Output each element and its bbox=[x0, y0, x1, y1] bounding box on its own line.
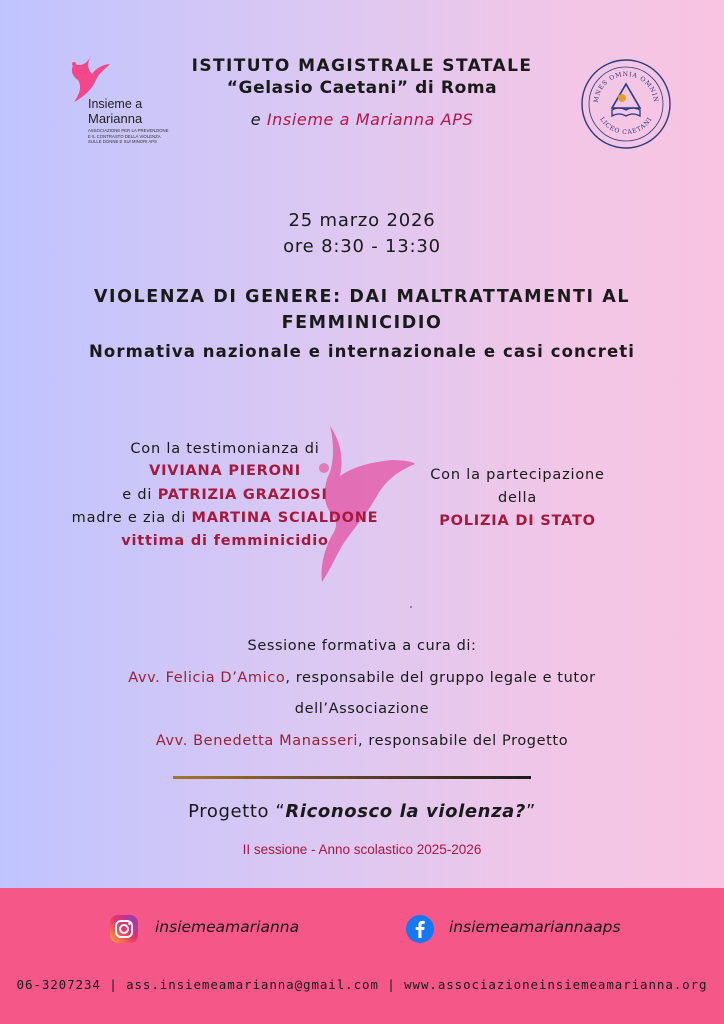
speaker-1-role-cont: dell’Associazione bbox=[294, 701, 430, 717]
speaker-2-name: Avv. Benedetta Manasseri bbox=[155, 733, 358, 749]
footer-contacts: 06-3207234 | ass.insiemeamarianna@gmail.com | www.associazioneinsiemeamarianna.org bbox=[16, 977, 708, 992]
session-intro: Sessione formativa a cura di: bbox=[247, 638, 477, 654]
victim-name: MARTINA SCIALDONE bbox=[191, 510, 379, 526]
logo-tagline: ASSOCIAZIONE PER LA PREVENZIONE E IL CONTRASTO DELLA VIOLENZA SULLE DONNE E SUI MINORI APS bbox=[88, 128, 169, 145]
testimony-person-1: VIVIANA PIERONI bbox=[149, 463, 301, 479]
instagram-handle[interactable]: insiemeamarianna bbox=[155, 918, 300, 936]
testimony-person-2: PATRIZIA GRAZIOSI bbox=[157, 487, 328, 503]
project-prefix: Progetto “ bbox=[188, 801, 286, 822]
partner-line bbox=[0, 110, 724, 129]
participation-org: POLIZIA DI STATO bbox=[439, 513, 596, 529]
speaker-2-line bbox=[0, 733, 724, 749]
small-dot bbox=[410, 606, 412, 608]
logo-text-line2: Marianna bbox=[88, 111, 143, 126]
logo-text-line1: Insieme a bbox=[88, 97, 143, 111]
partner-name: Insieme a Marianna APS bbox=[266, 110, 474, 129]
speaker-1-name: Avv. Felicia D’Amico bbox=[128, 670, 286, 686]
seal-top-text: MNES OMNIA OMNIN bbox=[592, 70, 660, 104]
project-edition: II sessione - Anno scolastico 2025-2026 bbox=[242, 842, 482, 857]
victim-note: vittima di femminicidio bbox=[121, 533, 329, 549]
event-date: 25 marzo 2026 bbox=[288, 210, 436, 231]
partner-prefix: e bbox=[250, 110, 262, 129]
school-subname: “Gelasio Caetani” di Roma bbox=[226, 78, 498, 98]
project-name: Riconosco la violenza? bbox=[285, 801, 526, 822]
participation-line2: della bbox=[497, 490, 538, 506]
event-title-line1: VIOLENZA DI GENERE: DAI MALTRATTAMENTI AL bbox=[93, 287, 631, 307]
facebook-icon[interactable] bbox=[406, 915, 434, 943]
speaker-1-role: , responsabile del gruppo legale e tutor bbox=[285, 670, 596, 686]
facebook-handle[interactable]: insiemeamariannaaps bbox=[449, 918, 621, 936]
divider-rule bbox=[173, 776, 531, 779]
speaker-1-line bbox=[0, 670, 724, 686]
relation-prefix: madre e zia di bbox=[71, 510, 187, 526]
and-prefix: e di bbox=[122, 487, 153, 503]
seal-bottom-text: LICEO CAETANI bbox=[598, 116, 654, 137]
project-suffix: ” bbox=[525, 801, 536, 822]
event-time: ore 8:30 - 13:30 bbox=[283, 236, 441, 257]
testimony-line-2 bbox=[30, 487, 420, 503]
instagram-icon[interactable] bbox=[110, 915, 138, 943]
project-line bbox=[0, 801, 724, 822]
event-title-line2: FEMMINICIDIO bbox=[281, 313, 443, 333]
testimony-line-3 bbox=[30, 510, 420, 526]
event-subtitle: Normativa nazionale e internazionale e casi concreti bbox=[88, 342, 636, 361]
school-name: ISTITUTO MAGISTRALE STATALE bbox=[191, 56, 533, 76]
testimony-intro: Con la testimonianza di bbox=[130, 441, 320, 457]
participation-line1: Con la partecipazione bbox=[430, 467, 605, 483]
footer-band bbox=[0, 888, 724, 1024]
speaker-2-role: , responsabile del Progetto bbox=[358, 733, 569, 749]
